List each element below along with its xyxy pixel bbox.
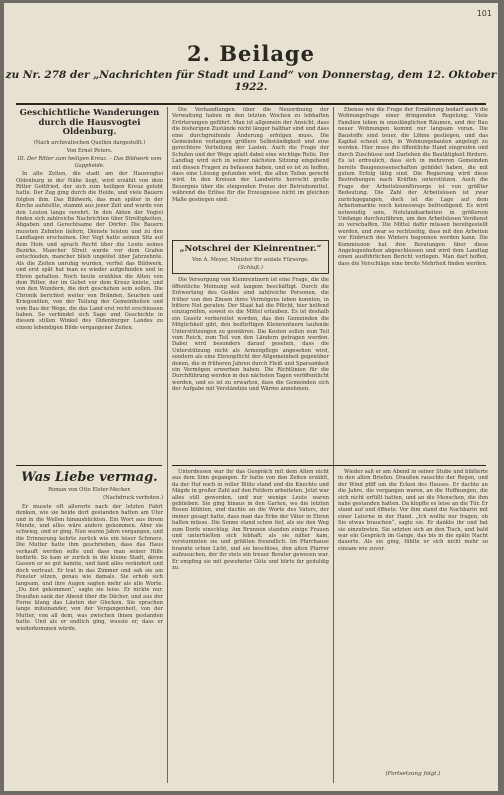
newspaper-page xyxy=(4,3,498,791)
novel-body: Unterdessen war ihr das Gespräch mit dem Alten nicht aus dem Sinn gegangen. Er hatte von den Zeiten erzählt, da der Hof noch in voller Blüte stand und die Knechte und Mägde in großer Zahl auf den Feldern arbeiteten. Jetzt war alles still geworden, und nur wenige Leute waren geblieben. Sie ging hinaus in den Garten, wo die letzten Rosen blühten, und dachte an die Worte des Vaters, der immer gesagt hatte, dass man das Erbe der Väter in Ehren halten müsse. Die Sonne stand schon tief, als sie den Weg zum Dorfe einschlug. Am Brunnen standen einige Frauen und unterhielten sich lebhaft; als sie näher kam, verstummten sie und grüßten freundlich. Im Pfarrhause brannte schon Licht, und sie beschloss, den alten Pfarrer aufzusuchen, der ihr stets ein treuer Berater gewesen war. Er empfing sie mit gewohnter Güte und hörte ihr geduldig zu. xyxy=(172,469,329,572)
article-body: Die Verhandlungen über die Neuordnung der Verwaltung haben in den letzten Wochen zu lebhaften Erörterungen geführt. Man ist allgemein der Ansicht, dass die bisherigen Zustände nicht länger haltbar sind und dass eine durchgreifende Änderung erfolgen muss. Die Gemeinden verlangen größere Selbständigkeit und eine gerechtere Verteilung der Lasten. Auch die Frage der Schulen und der Wege spielt dabei eine wichtige Rolle. Der Landtag wird sich in seiner nächsten Sitzung eingehend mit diesen Fragen zu befassen haben, und es ist zu hoffen, dass eine Lösung gefunden wird, die allen Teilen gerecht wird. In den Kreisen der Landwirte herrscht große Besorgnis über die steigenden Preise der Betriebsmittel, während die Erlöse für die Erzeugnisse nicht im gleichen Maße gestiegen sind. xyxy=(172,107,329,203)
masthead xyxy=(4,41,498,93)
novel-body: Er musste oft allerorts nach der letzten Fahrt denken, wie sie beide dort gestanden hatten am Ufer und in die Wellen hinausblickten. Ein Wort aus ihrem Munde, und alles wäre anders gekommen. Aber sie schwieg, und er ging. Nun waren Jahre vergangen, und die Erinnerung kehrte zurück wie ein leiser Schmerz. Die Mutter hatte ihm geschrieben, dass das Haus verkauft werden solle und dass man seiner Hilfe bedürfe. So kam er zurück in die kleine Stadt, deren Gassen er so gut kannte, und fand alles verändert und doch vertraut. Er trat in das Zimmer und sah sie am Fenster sitzen, genau wie damals. Sie erhob sich langsam, und ihre Augen sagten mehr als alle Worte. „Du bist gekommen“, sagte sie leise. Er nickte nur. Draußen sank der Abend über die Dächer, und aus der Ferne klang das Läuten der Glocken. Sie sprachen lange miteinander, von der Vergangenheit, von der Mutter, von all dem, was zwischen ihnen gestanden hatte. Und als er endlich ging, wusste er, dass er wiederkommen würde. xyxy=(16,503,163,632)
article-section: III. Der Ritter zum heiligen Kreuz. – Das Bildwerk vom Gappheide. xyxy=(17,156,162,169)
article-byline: (Nach archivalischen Quellen dargestellt.) xyxy=(33,139,146,146)
headline-box xyxy=(172,240,329,274)
novel-body: Wieder saß er am Abend in seiner Stube und blätterte in den alten Briefen. Draußen rauschte der Regen, und der Wind pfiff um die Ecken des Hauses. Er dachte an die Jahre, die vergangen waren, an die Hoffnungen, die sich nicht erfüllt hatten, und an die Menschen, die ihm nahe gestanden hatten. Da klopfte es leise an die Tür. Er stand auf und öffnete. Vor ihm stand die Nachbarin mit einer Laterne in der Hand. „Ich wollte nur fragen, ob Sie etwas brauchen“, sagte sie. Er dankte ihr und bat sie einzutreten. Sie setzten sich an den Tisch, und bald war ein Gespräch im Gange, das bis in die späte Nacht dauerte. Als sie ging, fühlte er sich nicht mehr so einsam wie zuvor. xyxy=(338,469,488,552)
article-body: In alte Zeiten, die stadt am der Hausvogtei Oldenburg in der Nähe liegt, wird erzählt von dem Ritter Gottfried, der sich zum heiligen Kreuz gelobt hatte. Der Zug ging durch die Heide, und viele Bauern folgten ihm. Das Bildwerk, das man später in der Kirche aufstellte, stammt aus jener Zeit und wurde von den Leuten lange verehrt. In den Akten der Vogtei finden sich zahlreiche Nachrichten über Streitigkeiten, Abgaben und Gerechtsame der Dörfer. Die Bauern mussten Zehnten liefern, Dienste leisten und zu den Landtagen erscheinen. Der Vogt hatte seinen Sitz auf dem Hofe und sprach Recht über die Leute seines Bezirks. Mancher Streit wurde vor dem Grafen entschieden, mancher blieb ungelöst über Jahrzehnte. Als die Zeiten unruhig wurden, verfiel das Bildwerk, und erst spät hat man es wieder aufgefunden und in Ehren gehalten. Noch heute erzählen die Alten von dem Ritter, der im Gebet vor dem Kreuz kniete, und von den Wundern, die dort geschehen sein sollen. Die Chronik berichtet weiter von Bränden, Seuchen und Kriegsnöten, von der Teilung der Gemeinheiten und vom Bau der Wege, die das Land erst recht erschlossen haben. So verbindet sich Sage und Geschichte in diesem stillen Winkel des Oldenburger Landes zu einem lebendigen Bilde vergangener Zeiten. xyxy=(16,171,163,331)
column-divider xyxy=(167,107,168,783)
continued-note: (Fortsetzung folgt.) xyxy=(385,771,441,777)
section-rule xyxy=(172,465,486,466)
article-wohnung xyxy=(338,107,488,463)
novel-title: Was Liebe vermag. xyxy=(21,470,158,485)
novel-continuation-middle xyxy=(172,469,329,783)
supplement-subline: zu Nr. 278 der „Nachrichten für Stadt und Land“ von Donnerstag, dem 12. Oktober 1922. xyxy=(5,69,497,93)
novel-byline: Roman von Otto Elster-Mecker. xyxy=(48,487,131,493)
article-verwaltung xyxy=(172,107,329,235)
article-body: Die Versorgung von Kleinrentnern ist eine Frage, die die öffentliche Meinung seit langem beschäftigt. Durch die Entwertung des Geldes sind zahlreiche Personen, die früher von den Zinsen ihres Vermögens leben konnten, in bittere Not geraten. Der Staat hat die Pflicht, hier helfend einzugreifen, soweit es die Mittel erlauben. Es ist deshalb ein Gesetz vorbereitet worden, das den Gemeinden die Möglichkeit gibt, den bedürftigen Kleinrentnern laufende Unterstützungen zu gewähren. Die Kosten sollen zum Teil vom Reich, zum Teil von den Ländern getragen werden. Dabei wird besonders darauf gesehen, dass die Unterstützung nicht als Armenpflege angesehen wird, sondern als eine Ehrenpflicht der Allgemeinheit gegenüber denen, die in früheren Jahren durch Fleiß und Sparsamkeit ein Vermögen erworben haben. Die Richtlinien für die Durchführung werden in den nächsten Tagen veröffentlicht werden, und es ist zu erwarten, dass die Gemeinden sich der Aufgabe mit Verständnis und Wärme annehmen. xyxy=(172,277,329,393)
supplement-title: 2. Beilage xyxy=(187,41,315,66)
column-divider xyxy=(333,107,334,783)
article-body: Ebenso wie die Frage der Ernährung bedarf auch die Wohnungsfrage einer dringenden Regelung. Viele Familien leben in unzulänglichen Räumen, und der Bau neuer Wohnungen kommt nur langsam voran. Die Baustoffe sind teuer, die Löhne gestiegen, und das Kapital scheut sich, in Wohnungsbauten angelegt zu werden. Hier muss die öffentliche Hand eingreifen und durch Zuschüsse und Darlehen die Bautätigkeit fördern. Es ist erfreulich, dass sich in mehreren Gemeinden bereits Baugenossenschaften gebildet haben, die mit gutem Erfolg tätig sind. Die Regierung wird diese Bestrebungen nach Kräften unterstützen. Auch die Frage der Arbeitslosenfürsorge ist von größter Bedeutung. Die Zahl der Arbeitslosen ist zwar zurückgegangen, doch ist die Lage auf dem Arbeitsmarkte noch keineswegs befriedigend. Es wird notwendig sein, Notstandsarbeiten in größerem Umfange durchzuführen, um den Arbeitslosen Verdienst zu verschaffen. Die Mittel dafür müssen bereitgestellt werden, und zwar so rechtzeitig, dass mit den Arbeiten vor Einbruch des Winters begonnen werden kann. Die Kommission hat ihre Beratungen über diese Angelegenheiten abgeschlossen und wird dem Landtag einen ausführlichen Bericht vorlegen. Man darf hoffen, dass die Vorschläge eine breite Mehrheit finden werden. xyxy=(338,107,488,267)
reprint-note: (Nachdruck verboten.) xyxy=(103,495,163,502)
article-title: Geschichtliche Wanderungen durch die Hausvogtei Oldenburg. xyxy=(19,108,160,137)
article-wanderungen xyxy=(16,107,163,463)
article-byline: Von A. Meyer, Minister für soziale Fürsorge. xyxy=(192,256,309,263)
article-title: „Notschrei der Kleinrentner.“ xyxy=(179,244,322,254)
article-note: (Schluß.) xyxy=(238,264,263,271)
page-number: 101 xyxy=(476,9,492,18)
article-liebe xyxy=(16,469,163,783)
article-kleinrentner xyxy=(172,237,329,463)
novel-continuation-right xyxy=(338,469,488,769)
article-author: Von Ernst Peters. xyxy=(66,147,113,154)
section-rule xyxy=(16,465,162,466)
masthead-rule xyxy=(16,103,486,105)
